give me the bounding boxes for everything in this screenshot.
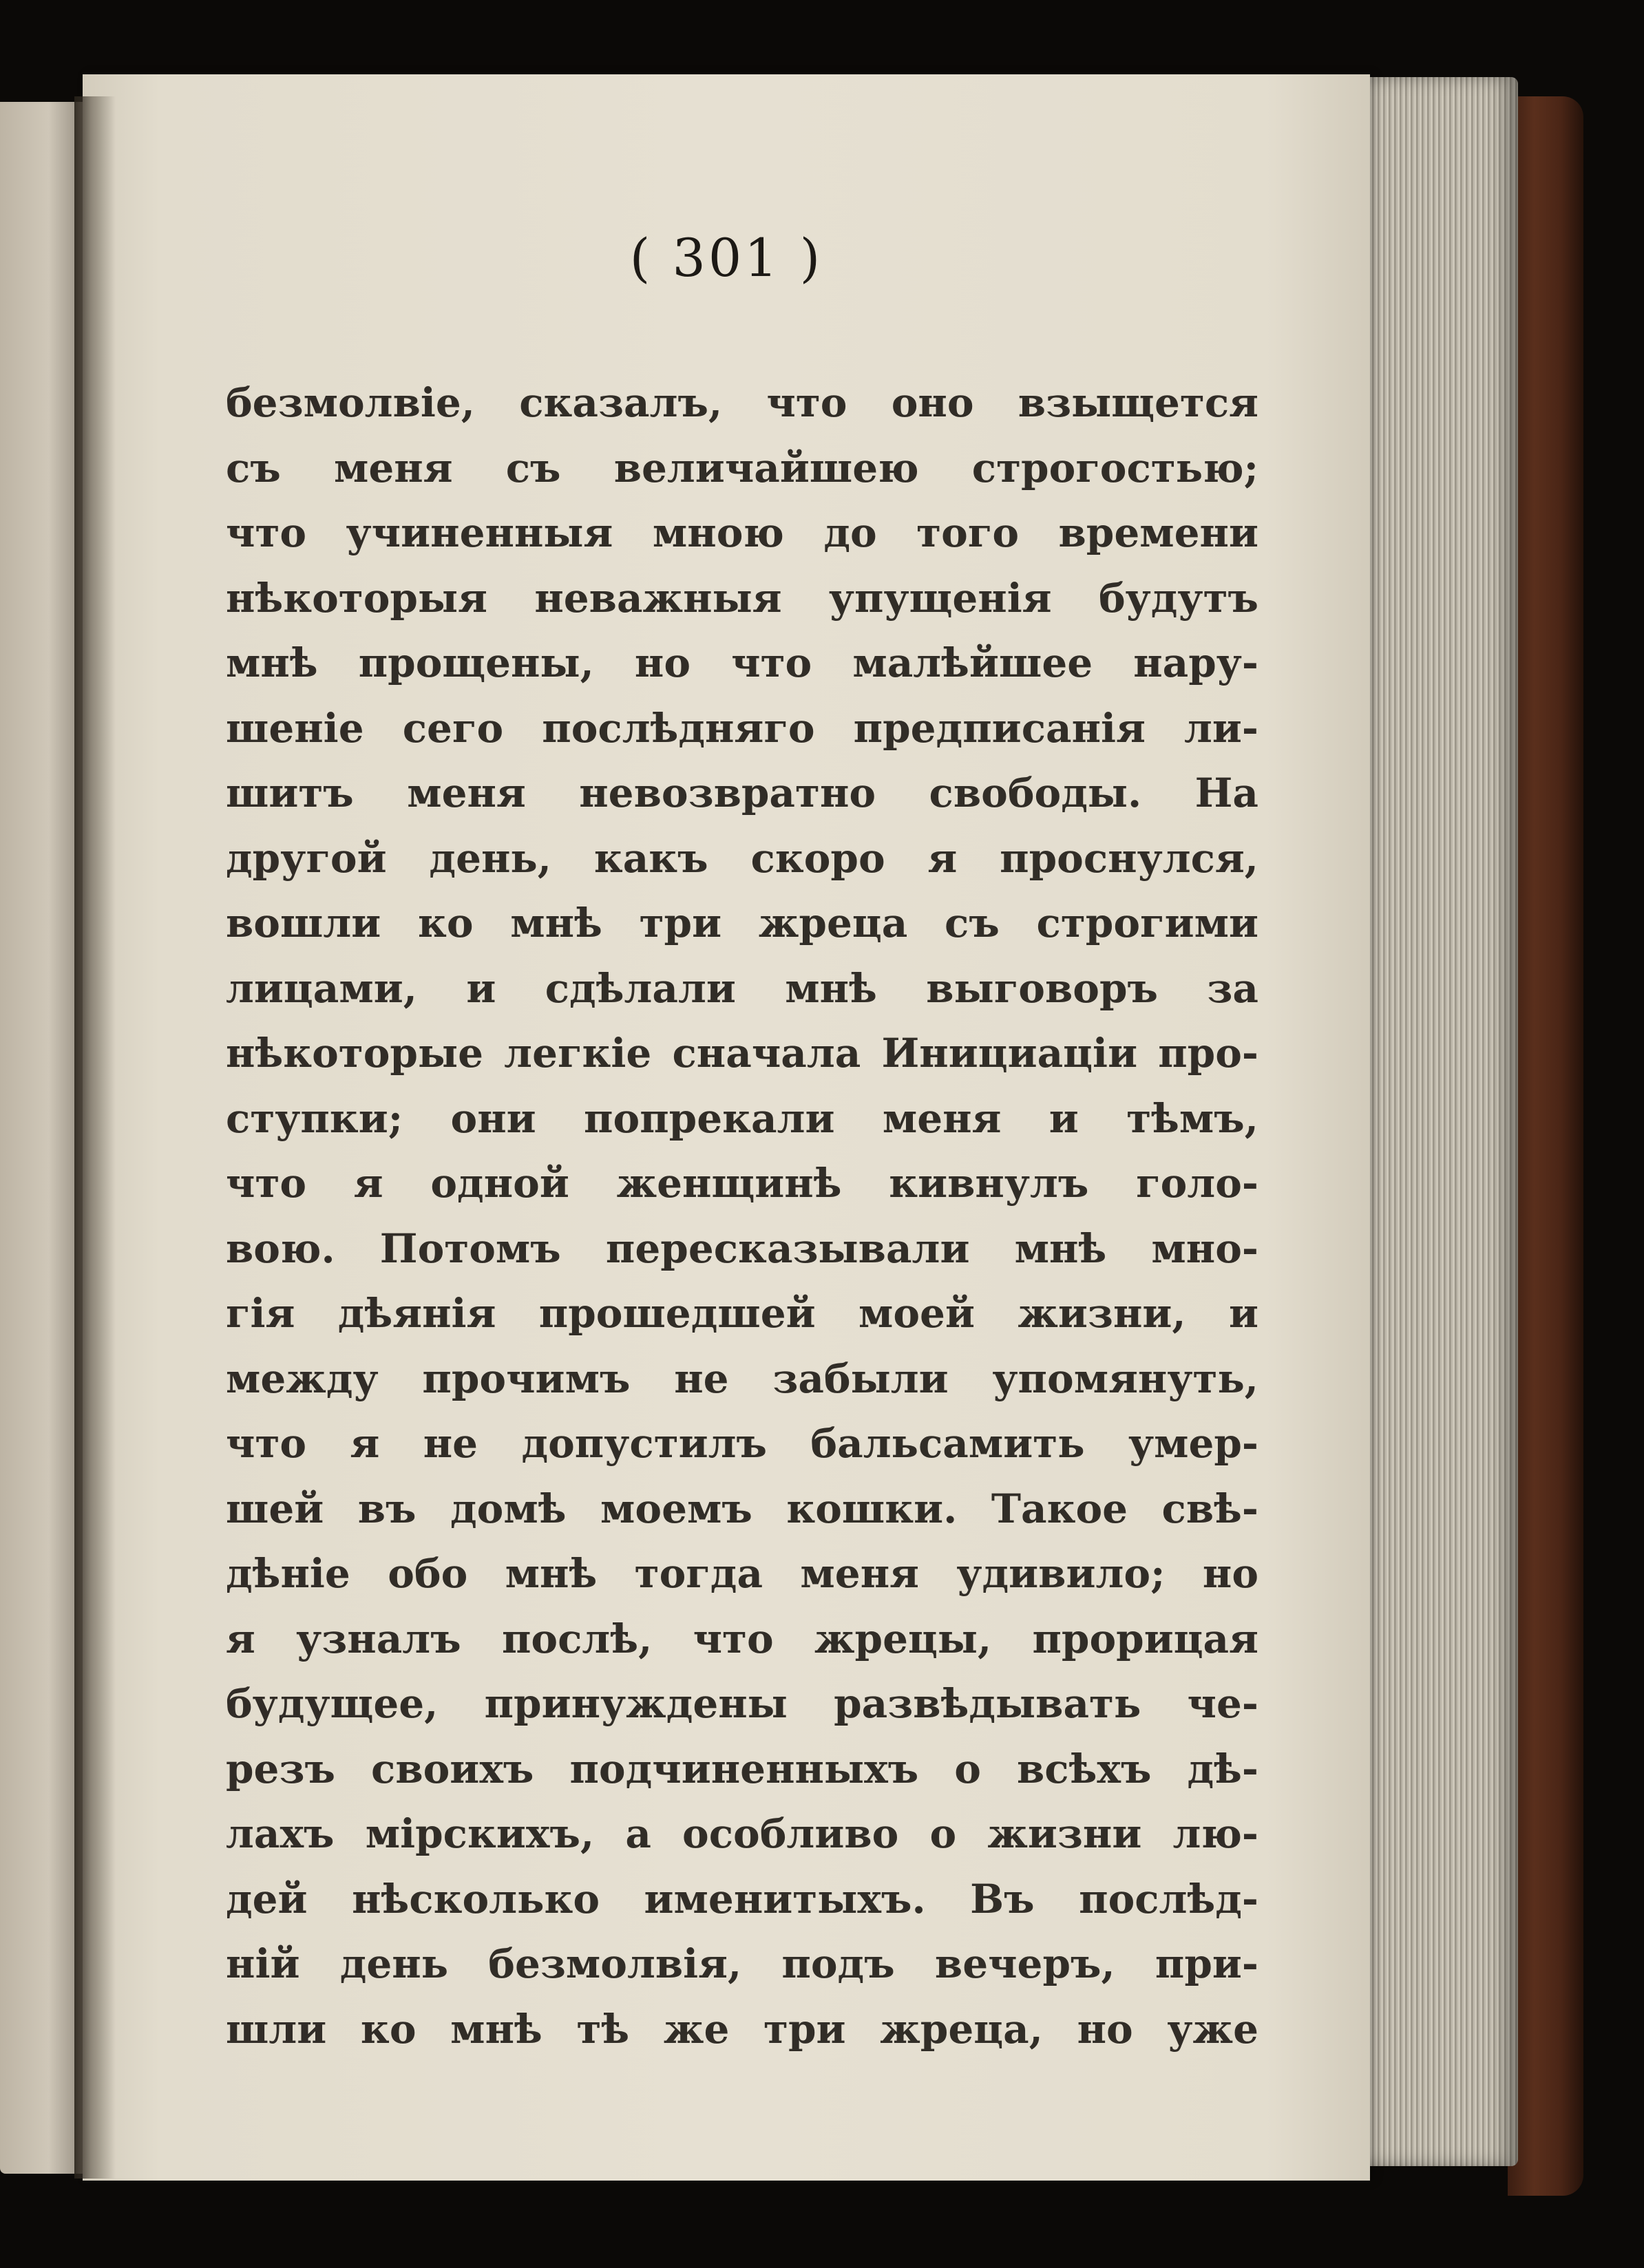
book-cover-binding: [1508, 96, 1583, 2196]
text-line: безмолвіе, сказалъ, что оно взыщется: [226, 379, 1258, 426]
text-line: что я не допустилъ бальсамить умер-: [226, 1420, 1258, 1467]
text-line: дей нѣсколько именитыхъ. Въ послѣд-: [226, 1875, 1258, 1922]
text-line: гія дѣянія прошедшей моей жизни, и: [226, 1290, 1258, 1337]
text-line: шей въ домѣ моемъ кошки. Такое свѣ-: [226, 1485, 1258, 1532]
text-line: мнѣ прощены, но что малѣйшее нару-: [226, 639, 1258, 686]
book-page: [83, 74, 1370, 2181]
text-line: лахъ мірскихъ, а особливо о жизни лю-: [226, 1810, 1258, 1857]
text-line: что я одной женщинѣ кивнулъ голо-: [226, 1160, 1258, 1207]
text-line: между прочимъ не забыли упомянуть,: [226, 1355, 1258, 1402]
text-line: ній день безмолвія, подъ вечеръ, при-: [226, 1940, 1258, 1987]
page-number: ( 301 ): [629, 227, 823, 288]
gutter-shadow: [74, 96, 116, 2179]
text-line: ступки; они попрекали меня и тѣмъ,: [226, 1094, 1258, 1142]
text-line: что учиненныя мною до того времени: [226, 509, 1258, 556]
text-line: съ меня съ величайшею строгостью;: [226, 444, 1258, 491]
page-block-edges: [1353, 77, 1518, 2166]
text-line: другой день, какъ скоро я проснулся,: [226, 834, 1258, 882]
text-line: нѣкоторыя неважныя упущенія будутъ: [226, 574, 1258, 622]
text-line: дѣніе обо мнѣ тогда меня удивило; но: [226, 1550, 1258, 1597]
text-line: я узналъ послѣ, что жрецы, прорицая: [226, 1615, 1258, 1662]
page-text: [226, 370, 1258, 2062]
text-line: вою. Потомъ пересказывали мнѣ мно-: [226, 1225, 1258, 1272]
text-line: шеніе сего послѣдняго предписанія ли-: [226, 704, 1258, 752]
text-line: вошли ко мнѣ три жреца съ строгими: [226, 900, 1258, 946]
text-line: шли ко мнѣ тѣ же три жреца, но уже: [226, 2005, 1258, 2053]
text-line: лицами, и сдѣлали мнѣ выговоръ за: [226, 964, 1258, 1012]
text-line: резъ своихъ подчиненныхъ о всѣхъ дѣ-: [226, 1745, 1258, 1792]
text-line: шитъ меня невозвратно свободы. На: [226, 770, 1258, 816]
text-line: будущее, принуждены развѣдывать че-: [226, 1680, 1258, 1727]
text-line: нѣкоторые легкіе сначала Инициаціи про-: [226, 1030, 1258, 1077]
